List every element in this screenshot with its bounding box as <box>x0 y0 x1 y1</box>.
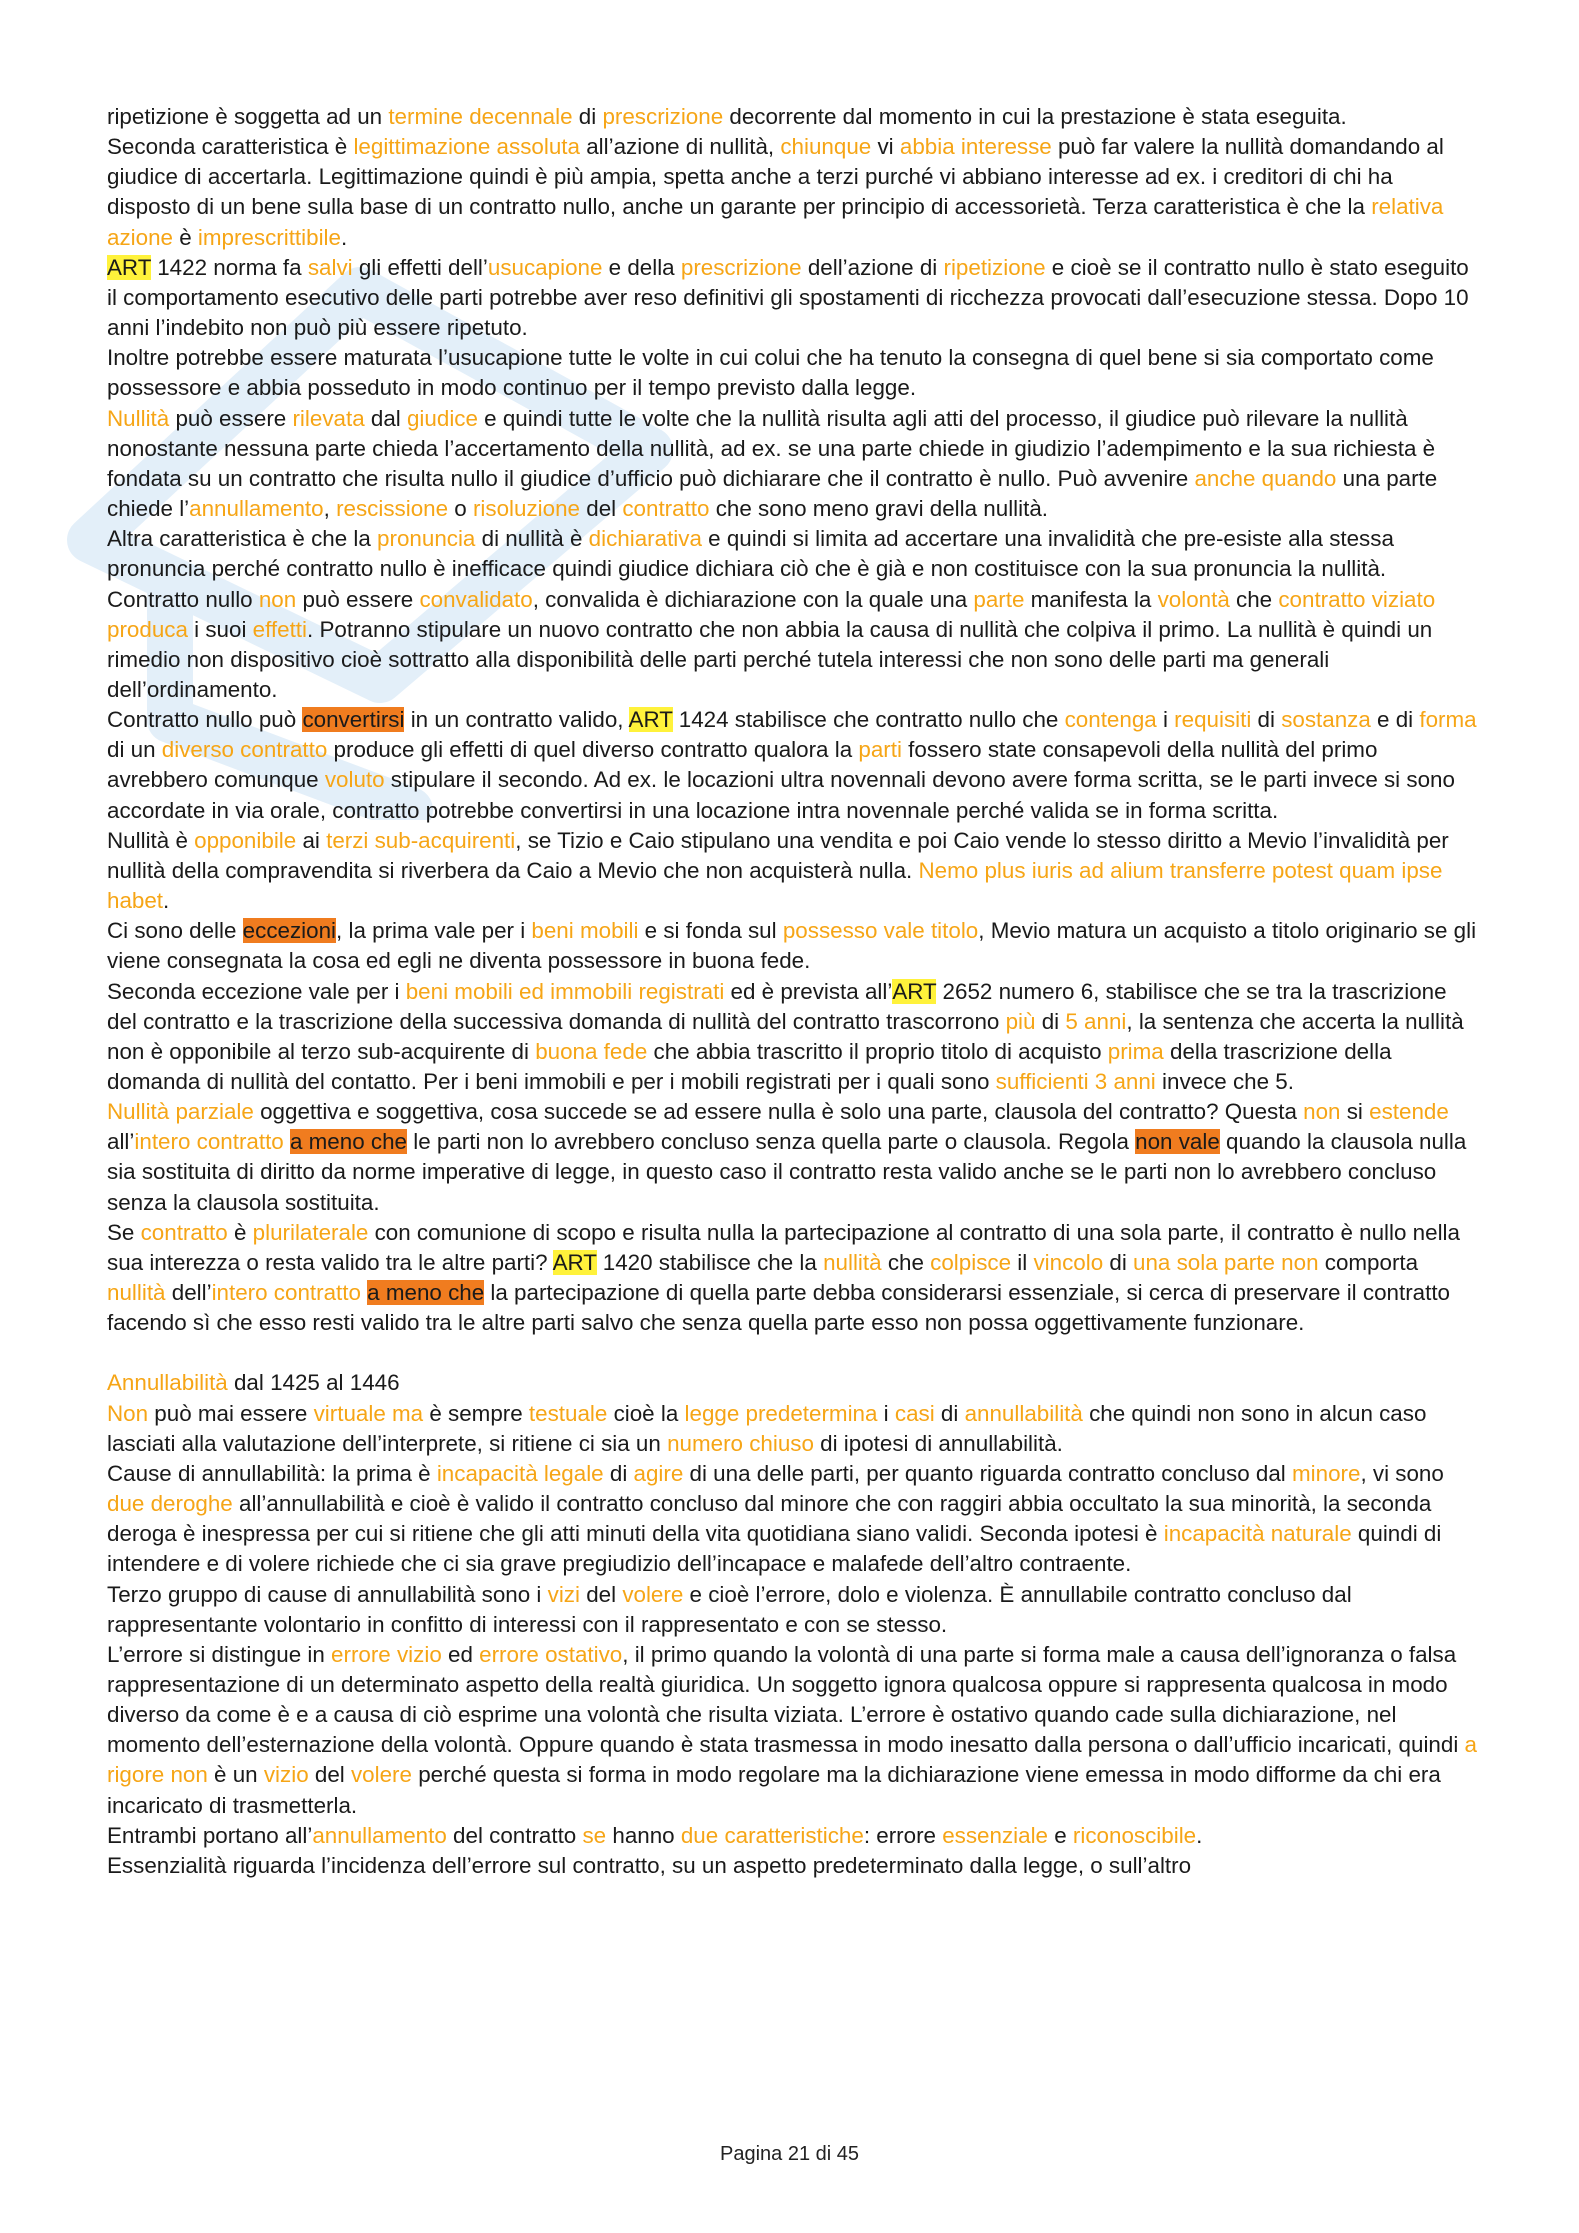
keyword-highlight: riconoscibile <box>1072 1822 1197 1848</box>
keyword-highlight: non <box>1303 1099 1341 1125</box>
paragraph <box>107 1640 1477 1821</box>
text-run: o <box>448 496 473 522</box>
yellow-highlight: ART <box>628 707 673 733</box>
keyword-highlight: imprescrittibile <box>197 224 341 250</box>
keyword-highlight: beni mobili <box>531 918 639 944</box>
text-run: di <box>1035 1008 1066 1034</box>
keyword-highlight: voluto <box>324 767 385 793</box>
text-run: è un <box>207 1762 264 1788</box>
keyword-highlight: risoluzione <box>472 496 581 522</box>
keyword-highlight: buona fede <box>535 1038 648 1064</box>
text-run: Altra caratteristica è che la <box>107 526 378 552</box>
paragraph <box>107 404 1477 525</box>
text-run: di una delle parti, per quanto riguarda contratto concluso dal <box>683 1460 1292 1486</box>
text-run: i suoi <box>187 616 253 642</box>
paragraph <box>107 524 1477 584</box>
keyword-highlight: forma <box>1419 707 1477 733</box>
text-run: dell’ <box>165 1280 212 1306</box>
text-run: di <box>603 1460 634 1486</box>
paragraph <box>107 1821 1477 1851</box>
keyword-highlight: sostanza <box>1281 707 1371 733</box>
keyword-highlight: requisiti <box>1174 707 1252 733</box>
text-run: Ci sono delle <box>107 918 243 944</box>
keyword-highlight: due caratteristiche <box>680 1822 864 1848</box>
text-run: 1424 stabilisce che contratto nullo che <box>672 707 1065 733</box>
keyword-highlight: se <box>582 1822 607 1848</box>
text-run: perché questa si forma in modo regolare ma la dichiarazione viene emessa in modo difforme da chi era incaricato di trasmetterla. <box>107 1762 1441 1818</box>
orange-highlight: non vale <box>1135 1129 1220 1155</box>
text-run: Contratto nullo può <box>107 707 303 733</box>
text-run: e di <box>1370 707 1420 733</box>
keyword-highlight: agire <box>633 1460 684 1486</box>
paragraph <box>107 1097 1477 1218</box>
text-run: quando la clausola nulla sia sostituita di diritto da norme imperative di legge, in questo caso il contratto resta valido anche se le parti non lo avrebbero concluso senza la clausola sostituita. <box>107 1129 1467 1215</box>
text-run: stipulare il secondo. Ad ex. le locazioni ultra novennali devono avere forma scritta, se le parti invece si sono accordate in via orale, contratto potrebbe convertirsi in una locazione intra novennale perché valida se in forma scritta. <box>107 767 1455 823</box>
paragraph <box>107 1851 1477 1881</box>
text-run: di <box>572 104 603 129</box>
text-run: produce gli effetti di quel diverso contratto qualora la <box>327 737 859 763</box>
text-run: Cause di annullabilità: la prima è <box>107 1460 437 1486</box>
keyword-highlight: virtuale ma <box>313 1400 424 1426</box>
keyword-highlight: intero contratto <box>134 1129 284 1155</box>
text-run: e quindi tutte le volte che la nullità risulta agli atti del processo, il giudice può rilevare la nullità nonostante nessuna parte chieda l’accertamento della nullità, ad ex. se una parte chiede in giudizio l’adempimento e la sua richiesta è fondata su un contratto che risulta nullo il giudice d’ufficio può dichiarare che il contratto è nullo. Può avvenire <box>107 405 1436 491</box>
keyword-highlight: abbia interesse <box>899 134 1052 160</box>
keyword-highlight: relativa azione <box>107 194 1444 250</box>
orange-highlight: eccezioni <box>242 918 337 944</box>
paragraph <box>107 1399 1477 1459</box>
keyword-highlight: Nullità <box>107 405 170 431</box>
text-run: all’azione di nullità, <box>579 134 781 160</box>
text-run: che quindi non sono in alcun caso lasciati alla valutazione dell’interprete, si ritiene ci sia un <box>107 1400 1427 1456</box>
keyword-highlight: dichiarativa <box>588 526 702 552</box>
text-run: può essere <box>296 586 420 612</box>
text-run: Seconda caratteristica è <box>107 134 354 160</box>
orange-highlight: a meno che <box>367 1280 485 1306</box>
text-run: del <box>308 1762 351 1788</box>
keyword-highlight: incapacità naturale <box>1163 1521 1352 1547</box>
text-run: quindi di intendere e di volere richiede che ci sia grave pregiudizio dell’incapace e malafede dell’altro contraente. <box>107 1521 1442 1577</box>
keyword-highlight: annullabilità <box>964 1400 1083 1426</box>
text-run: può mai essere <box>148 1400 314 1426</box>
paragraph <box>107 585 1477 706</box>
keyword-highlight: parti <box>858 737 902 763</box>
paragraph <box>107 1218 1477 1339</box>
keyword-highlight: 5 anni <box>1065 1008 1127 1034</box>
keyword-highlight: usucapione <box>487 254 603 280</box>
keyword-highlight: convalidato <box>419 586 533 612</box>
paragraph <box>107 705 1477 826</box>
keyword-highlight: Annullabilità <box>107 1370 228 1396</box>
paragraph <box>107 977 1477 1098</box>
text-run: di <box>934 1400 965 1426</box>
text-run: dal 1425 al 1446 <box>227 1370 400 1396</box>
keyword-highlight: anche quando <box>1194 465 1337 491</box>
text-run: del contratto <box>446 1822 583 1848</box>
text-run: dal <box>364 405 407 431</box>
text-run: Seconda eccezione vale per i <box>107 978 406 1004</box>
keyword-highlight: rilevata <box>292 405 365 431</box>
text-run: ed è prevista all’ <box>724 978 893 1004</box>
text-run: comporta <box>1318 1249 1419 1275</box>
keyword-highlight: Non <box>107 1400 149 1426</box>
keyword-highlight: contratto <box>140 1219 228 1245</box>
text-run: del <box>580 496 623 522</box>
text-run: di un <box>107 737 162 763</box>
text-run: , <box>323 496 337 522</box>
keyword-highlight: a rigore non <box>107 1732 1477 1788</box>
keyword-highlight: più <box>1005 1008 1036 1034</box>
keyword-highlight: Nullità parziale <box>107 1099 254 1125</box>
keyword-highlight: volere <box>622 1581 684 1607</box>
text-run: ripetizione è soggetta ad un <box>107 104 389 129</box>
keyword-highlight: annullamento <box>189 496 324 522</box>
orange-highlight: a meno che <box>289 1129 407 1155</box>
text-run: 1422 norma fa <box>150 254 308 280</box>
text-run: Essenzialità riguarda l’incidenza dell’errore sul contratto, su un aspetto predeterminato dalla legge, o sull’altro <box>107 1852 1192 1878</box>
text-run: : errore <box>863 1822 943 1848</box>
text-run: Terzo gruppo di cause di annullabilità sono i <box>107 1581 548 1607</box>
text-run: , convalida è dichiarazione con la quale una <box>532 586 974 612</box>
text-run: . <box>163 888 170 914</box>
yellow-highlight: ART <box>892 978 937 1004</box>
text-run: e <box>1048 1822 1073 1848</box>
paragraph <box>107 916 1477 976</box>
text-run: Inoltre potrebbe essere maturata l’usucapione tutte le volte in cui colui che ha tenuto la consegna di quel bene si sia comportato come possessore e abbia posseduto in modo continuo per il tempo previsto dalla legge. <box>107 345 1434 401</box>
text-run: di <box>1251 707 1282 733</box>
text-run: e si fonda sul <box>638 918 783 944</box>
text-run: , se Tizio e Caio stipulano una vendita e poi Caio vende lo stesso diritto a Mevio l’invalidità per nullità della compravendita si riverbera da Caio a Mevio che non acquisterà nulla. <box>107 827 1449 883</box>
text-run: ed <box>441 1641 480 1667</box>
text-run: si <box>1340 1099 1370 1125</box>
text-run: all’ <box>107 1129 135 1155</box>
text-run: di <box>1103 1249 1134 1275</box>
text-run: della trascrizione della domanda di nullità del contatto. Per i beni immobili e per i mobili registrati per i quali sono <box>107 1038 1392 1094</box>
text-run: , la sentenza che accerta la nullità non è opponibile al terzo sub-acquirente di <box>107 1008 1464 1064</box>
paragraph <box>107 102 1477 132</box>
keyword-highlight: Nemo plus iuris ad alium transferre potest quam ipse habet <box>107 857 1443 914</box>
keyword-highlight: nullità <box>823 1249 882 1275</box>
keyword-highlight: incapacità legale <box>436 1460 604 1486</box>
paragraph <box>107 826 1477 916</box>
keyword-highlight: rescissione <box>336 496 449 522</box>
keyword-highlight: minore <box>1291 1460 1361 1486</box>
text-run: . Potranno stipulare un nuovo contratto che non abbia la causa di nullità che colpiva il primo. La nullità è quindi un rimedio non dispositivo cioè sottratto alla disponibilità delle parti perché tutela interessi che non sono delle parti ma generali dell’ordinamento. <box>107 616 1433 702</box>
text-run: Entrambi portano all’ <box>107 1822 313 1848</box>
text-run: con comunione di scopo e risulta nulla la partecipazione al contratto di una sola parte, il contratto è nullo nella sua interezza o resta valido tra le altre parti? <box>107 1219 1460 1275</box>
text-run: i <box>1156 707 1175 733</box>
text-run: del <box>579 1581 623 1607</box>
keyword-highlight: ripetizione <box>943 254 1046 280</box>
keyword-highlight: essenziale <box>942 1822 1049 1848</box>
text-run: fossero state consapevoli della nullità del primo avrebbero comunque <box>107 737 1378 793</box>
keyword-highlight: pronuncia <box>377 526 476 552</box>
text-run: il <box>1011 1249 1034 1275</box>
keyword-highlight: beni mobili ed immobili registrati <box>405 978 725 1004</box>
keyword-highlight: numero chiuso <box>667 1430 814 1456</box>
page-number: Pagina 21 di 45 <box>719 2143 859 2165</box>
keyword-highlight: vizi <box>547 1581 580 1607</box>
text-run: è sempre <box>423 1400 529 1426</box>
text-run: e cioè l’errore, dolo e violenza. È annullabile contratto concluso dal rappresentante volontario in confitto di interessi con il rappresentato e con se stesso. <box>107 1581 1352 1637</box>
text-run: oggettiva e soggettiva, cosa succede se ad essere nulla è solo una parte, clausola del contratto? Questa <box>253 1099 1304 1125</box>
paragraph <box>107 1368 1477 1398</box>
text-run: le parti non lo avrebbero concluso senza quella parte o clausola. Regola <box>407 1129 1136 1155</box>
keyword-highlight: contenga <box>1064 707 1157 733</box>
keyword-highlight: volontà <box>1157 586 1230 612</box>
text-run: decorrente dal momento in cui la prestazione è stata eseguita. <box>723 104 1347 129</box>
text-run: che sono meno gravi della nullità. <box>709 496 1049 522</box>
keyword-highlight: prescrizione <box>602 104 724 129</box>
keyword-highlight: vizio <box>263 1762 309 1788</box>
document-body <box>107 102 1477 1881</box>
text-run: che <box>881 1249 931 1275</box>
text-run: , Mevio matura un acquisto a titolo originario se gli viene consegnata la cosa ed egli ne diventa possessore in buona fede. <box>107 918 1477 974</box>
text-run: . <box>1196 1822 1203 1848</box>
text-run: vi <box>871 134 900 160</box>
keyword-highlight: non <box>258 586 297 612</box>
keyword-highlight: annullamento <box>312 1822 447 1848</box>
keyword-highlight: testuale <box>528 1400 608 1426</box>
paragraph <box>107 1580 1477 1640</box>
keyword-highlight: legge predetermina <box>684 1400 878 1426</box>
keyword-highlight: opponibile <box>194 827 297 853</box>
keyword-highlight: salvi <box>307 254 353 280</box>
text-run: invece che 5. <box>1155 1069 1294 1094</box>
text-run: gli effetti dell’ <box>352 254 488 280</box>
keyword-highlight: casi <box>894 1400 935 1426</box>
keyword-highlight: terzi sub-acquirenti <box>326 827 516 853</box>
text-run: hanno <box>606 1822 681 1848</box>
text-run: manifesta la <box>1024 586 1158 612</box>
text-run: , vi sono <box>1360 1460 1444 1486</box>
text-run: 1420 stabilisce che la <box>596 1249 824 1275</box>
text-run: e quindi si limita ad accertare una invalidità che pre-esiste alla stessa pronuncia perché contratto nullo è inefficace quindi giudice dichiara ciò che è già e non costituisce con la sua pronuncia la nullità. <box>107 526 1394 582</box>
orange-highlight: convertirsi <box>302 707 405 733</box>
text-run: ai <box>296 827 327 853</box>
keyword-highlight: effetti <box>252 616 307 642</box>
keyword-highlight: nullità <box>107 1280 166 1306</box>
text-run: è <box>172 224 198 250</box>
keyword-highlight: legittimazione assoluta <box>353 134 580 160</box>
text-run: che abbia trascritto il proprio titolo di acquisto <box>647 1038 1108 1064</box>
keyword-highlight: prima <box>1107 1038 1164 1064</box>
text-run: è <box>227 1219 253 1245</box>
keyword-highlight: parte <box>973 586 1025 612</box>
text-run: L’errore si distingue in <box>107 1641 332 1667</box>
text-run: la partecipazione di quella parte debba considerarsi essenziale, si cerca di preservare il contratto facendo sì che esso resti valido tra le altre parti salvo che senza quella parte esso non possa oggettivamente funzionare. <box>107 1280 1451 1336</box>
keyword-highlight: sufficienti 3 anni <box>995 1069 1156 1094</box>
text-run: di ipotesi di annullabilità. <box>813 1430 1063 1456</box>
keyword-highlight: giudice <box>406 405 478 431</box>
text-run: può essere <box>169 405 293 431</box>
keyword-highlight: una sola parte non <box>1133 1249 1319 1275</box>
text-run: e cioè se il contratto nullo è stato eseguito il comportamento esecutivo delle parti potrebbe aver reso definitivi gli spostamenti di ricchezza provocati dall’esecuzione stessa. Dopo 10 anni l’indebito non può più essere ripetuto. <box>107 254 1469 341</box>
text-run: dell’azione di <box>801 254 944 280</box>
text-run: , la prima vale per i <box>336 918 532 944</box>
keyword-highlight: prescrizione <box>680 254 802 280</box>
yellow-highlight: ART <box>552 1249 597 1275</box>
keyword-highlight: volere <box>350 1762 412 1788</box>
paragraph <box>107 1459 1477 1580</box>
text-run: i <box>877 1400 895 1426</box>
keyword-highlight: termine decennale <box>388 104 573 129</box>
keyword-highlight: intero contratto <box>211 1280 361 1306</box>
keyword-highlight: errore ostativo <box>479 1641 623 1667</box>
text-run: Nullità è <box>107 827 195 853</box>
keyword-highlight: contratto <box>622 496 710 522</box>
text-run: 2652 numero 6, stabilisce che se tra la trascrizione del contratto e la trascrizione della successiva domanda di nullità del contratto trascorrono <box>107 978 1447 1034</box>
yellow-highlight: ART <box>107 254 151 280</box>
keyword-highlight: errore vizio <box>331 1641 442 1667</box>
keyword-highlight: vincolo <box>1033 1249 1104 1275</box>
paragraph-spacer <box>107 1338 1477 1368</box>
text-run: , il primo quando la volontà di una parte si forma male a causa dell’ignoranza o falsa rappresentazione di un determinato aspetto della realtà giuridica. Un soggetto ignora qualcosa oppure si rappresenta qualcosa in modo diverso da come è e a causa di ciò esprime una volontà che risulta viziata. L’errore è ostativo quando cade sulla dichiarazione, nel momento dell’esternazione della volontà. Oppure quando è stata trasmessa in modo inesatto dalla persona o dall’ufficio incaricati, quindi <box>107 1641 1465 1758</box>
text-run: Contratto nullo <box>107 586 259 612</box>
paragraph <box>107 343 1477 403</box>
text-run: può far valere la nullità domandando al giudice di accertarla. Legittimazione quindi è più ampia, spetta anche a terzi purché vi abbiano interesse ad ex. i creditori di chi ha disposto di un bene sulla base di un contratto nullo, anche un garante per principio di accessorietà. Terza caratteristica è che la <box>107 134 1444 220</box>
keyword-highlight: contratto viziato produca <box>107 586 1436 642</box>
text-run: . <box>340 224 348 250</box>
text-run: una parte chiede l’ <box>107 465 1438 522</box>
text-run: cioè la <box>607 1400 685 1426</box>
keyword-highlight: plurilaterale <box>252 1219 369 1245</box>
text-run: di nullità è <box>475 526 589 552</box>
keyword-highlight: chiunque <box>780 134 872 160</box>
text-run: in un contratto valido, <box>404 707 629 733</box>
text-run: Se <box>107 1219 141 1245</box>
keyword-highlight: possesso vale titolo <box>782 918 979 944</box>
keyword-highlight: estende <box>1369 1099 1449 1125</box>
keyword-highlight: diverso contratto <box>161 737 328 763</box>
keyword-highlight: colpisce <box>930 1249 1012 1275</box>
text-run: che <box>1229 586 1279 612</box>
keyword-highlight: due deroghe <box>107 1491 233 1517</box>
text-run: all’annullabilità e cioè è valido il contratto concluso dal minore che con raggiri abbia occultato la sua minorità, la seconda deroga è inespressa per cui si ritiene che gli atti minuti della vita quotidiana siano validi. Seconda ipotesi è <box>107 1491 1432 1547</box>
paragraph <box>107 253 1477 343</box>
paragraph <box>107 132 1477 253</box>
text-run: e della <box>602 254 681 280</box>
